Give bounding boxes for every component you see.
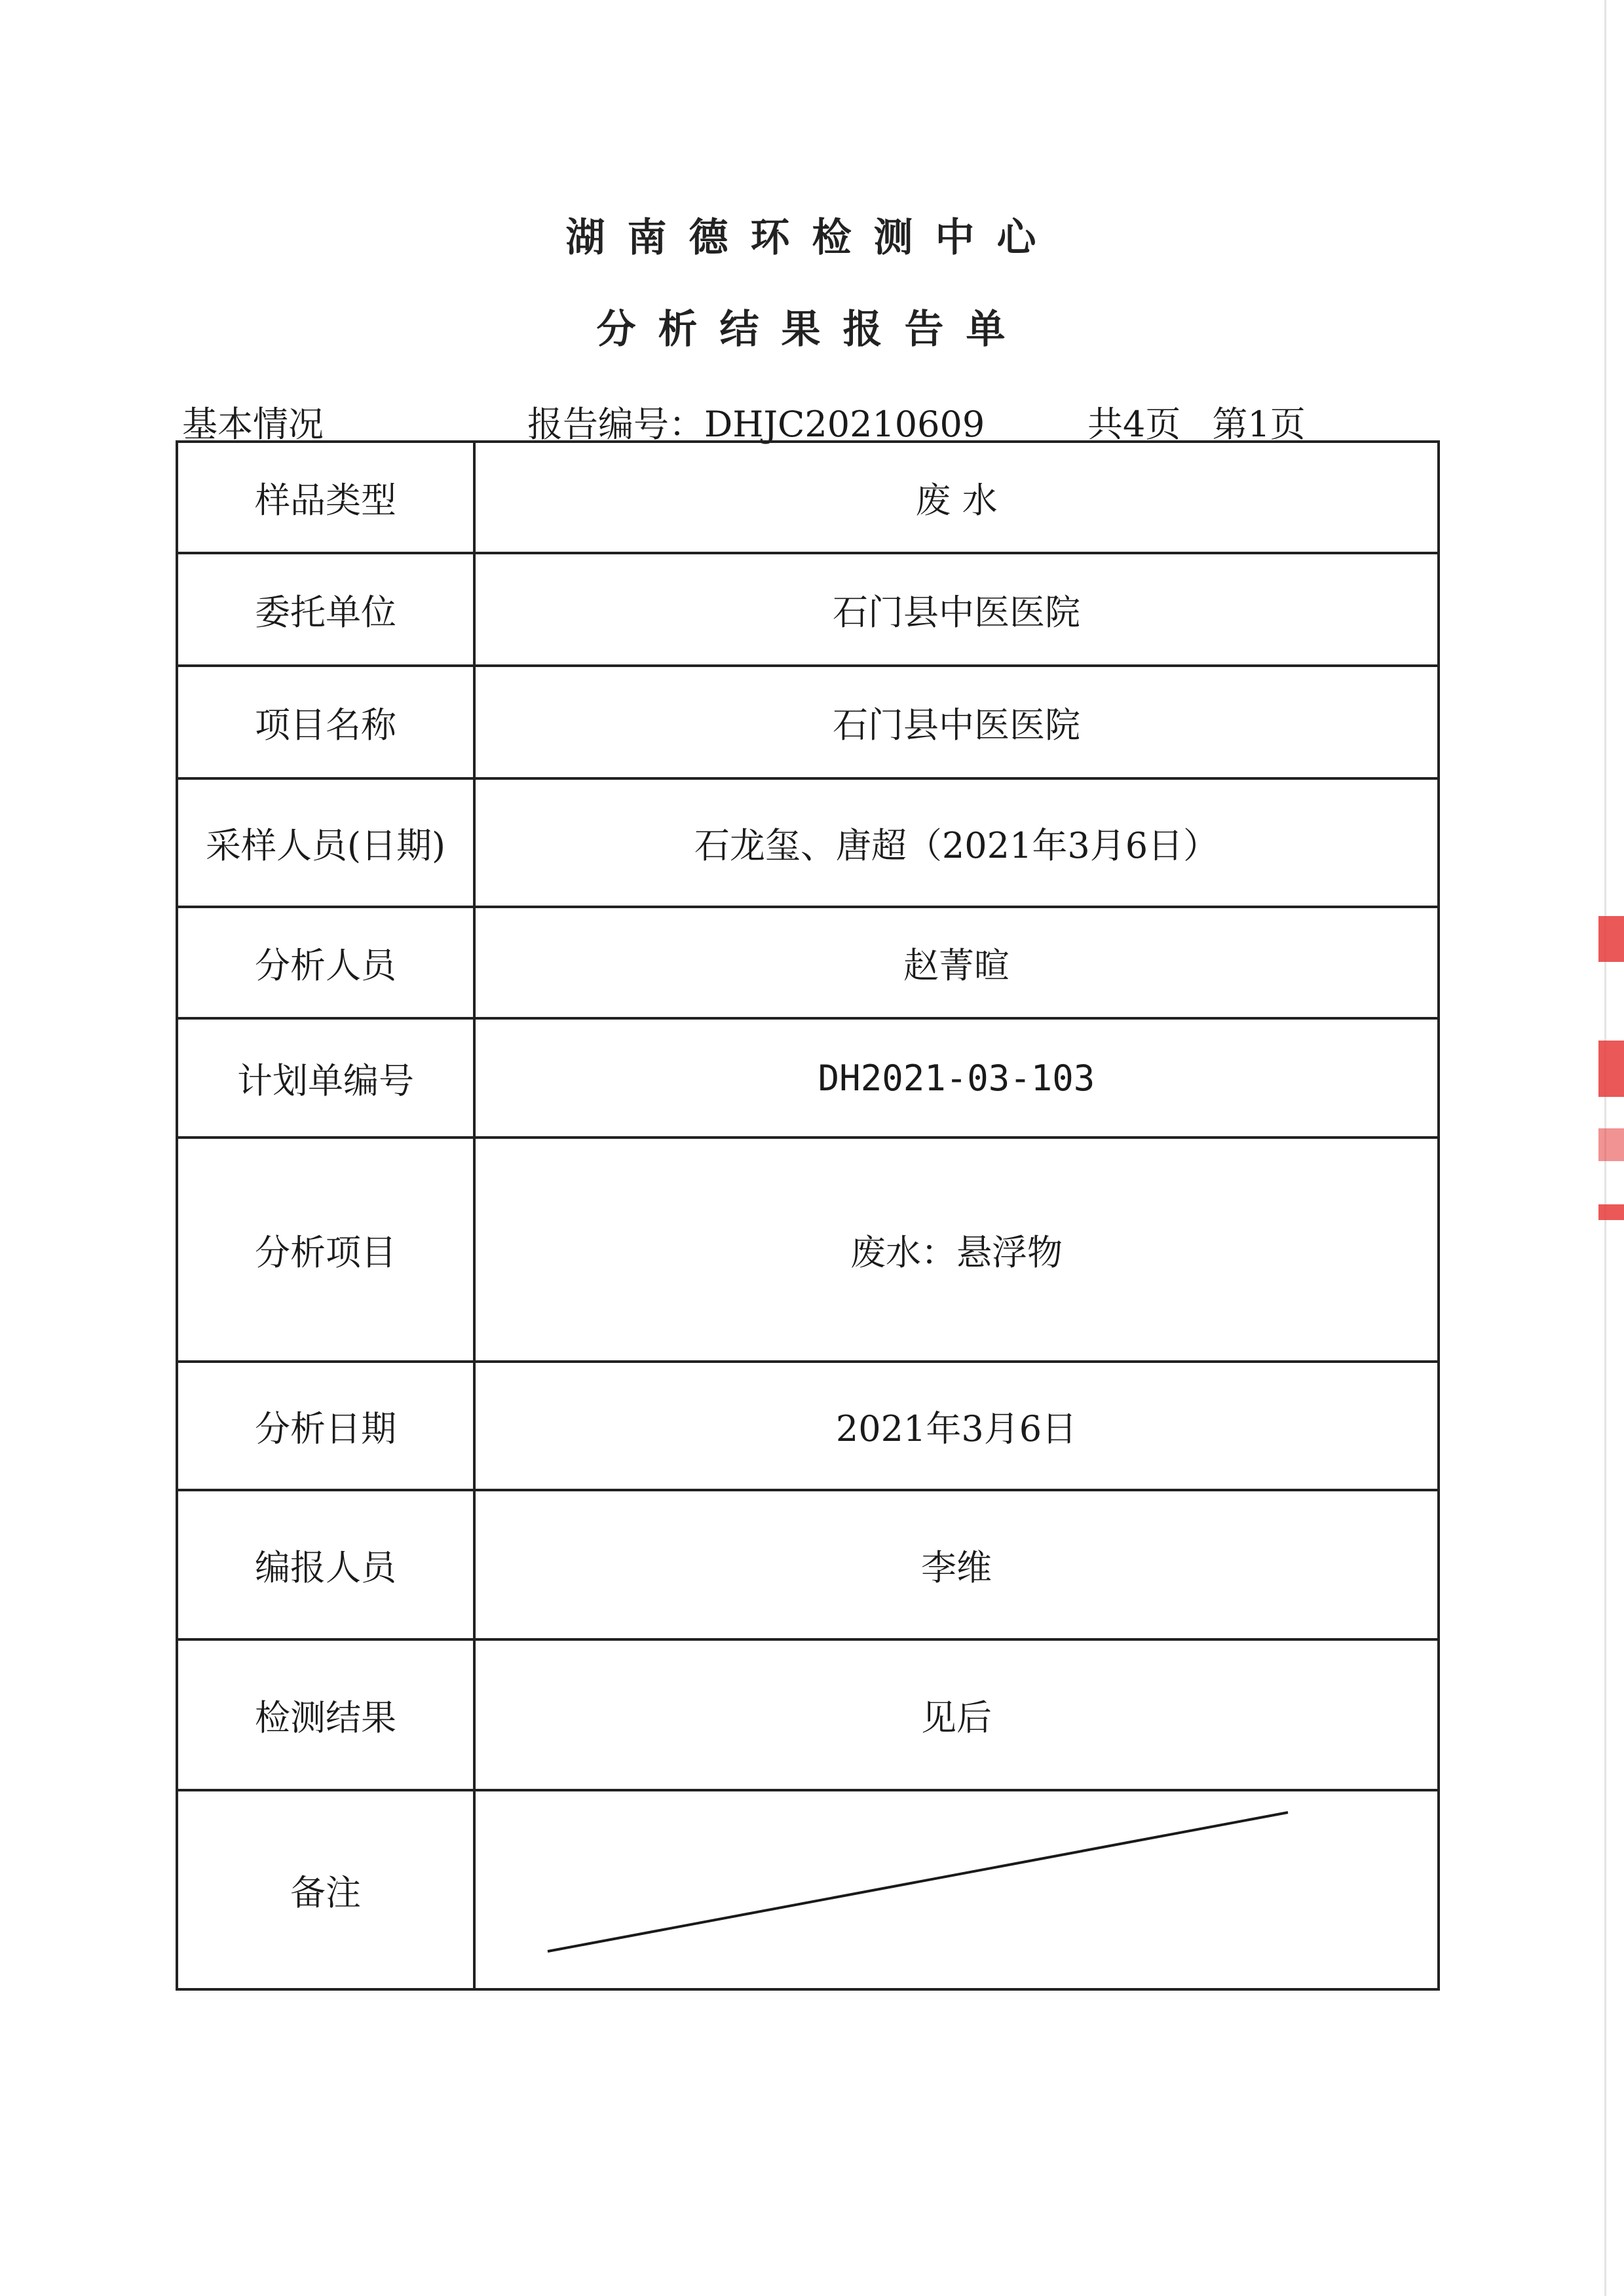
seal-fragment (1598, 1041, 1624, 1097)
row-value: 李维 (474, 1490, 1439, 1639)
current-page: 第1页 (1212, 404, 1306, 445)
report-title: 分析结果报告单 (596, 307, 1028, 353)
row-label: 分析日期 (177, 1362, 474, 1490)
table-row (177, 442, 1439, 553)
row-label: 备注 (177, 1790, 474, 1989)
total-pages: 共4页 (1087, 404, 1181, 445)
row-value: 石门县中医医院 (474, 553, 1439, 666)
row-value: 见后 (474, 1639, 1439, 1790)
remark-cell (474, 1790, 1439, 1989)
table-row (177, 1639, 1439, 1790)
table-row (177, 1018, 1439, 1138)
row-label: 检测结果 (177, 1639, 474, 1790)
table-row (177, 1490, 1439, 1639)
page-indicator (1087, 396, 1306, 447)
table-row (177, 1138, 1439, 1362)
row-label: 项目名称 (177, 666, 474, 778)
row-value: 废 水 (474, 442, 1439, 553)
seal-fragment (1598, 1204, 1624, 1220)
report-number: 报告编号：DHJC20210609 (527, 404, 985, 445)
row-label: 分析项目 (177, 1138, 474, 1362)
row-label: 委托单位 (177, 553, 474, 666)
table-row (177, 666, 1439, 778)
row-label: 分析人员 (177, 907, 474, 1018)
table-row (177, 778, 1439, 907)
seal-fragment (1598, 1128, 1624, 1161)
basic-info-table (176, 440, 1440, 1991)
table-row (177, 553, 1439, 666)
table-row (177, 1362, 1439, 1490)
row-value: 石龙玺、唐超（2021年3月6日） (474, 778, 1439, 907)
diagonal-cancel-line (548, 1812, 1288, 1951)
seal-fragment (1598, 916, 1624, 962)
row-label: 样品类型 (177, 442, 474, 553)
row-value: DH2021-03-103 (474, 1018, 1439, 1138)
row-value: 赵菁暄 (474, 907, 1439, 1018)
section-label: 基本情况 (182, 404, 324, 445)
table-row (177, 1790, 1439, 1989)
row-label: 采样人员(日期) (177, 778, 474, 907)
row-value: 石门县中医医院 (474, 666, 1439, 778)
strike-through-line (476, 1791, 1443, 1988)
row-value: 废水：悬浮物 (474, 1138, 1439, 1362)
organization-title: 湖南德环检测中心 (565, 215, 1059, 261)
row-label: 计划单编号 (177, 1018, 474, 1138)
table-row (177, 907, 1439, 1018)
row-label: 编报人员 (177, 1490, 474, 1639)
row-value: 2021年3月6日 (474, 1362, 1439, 1490)
